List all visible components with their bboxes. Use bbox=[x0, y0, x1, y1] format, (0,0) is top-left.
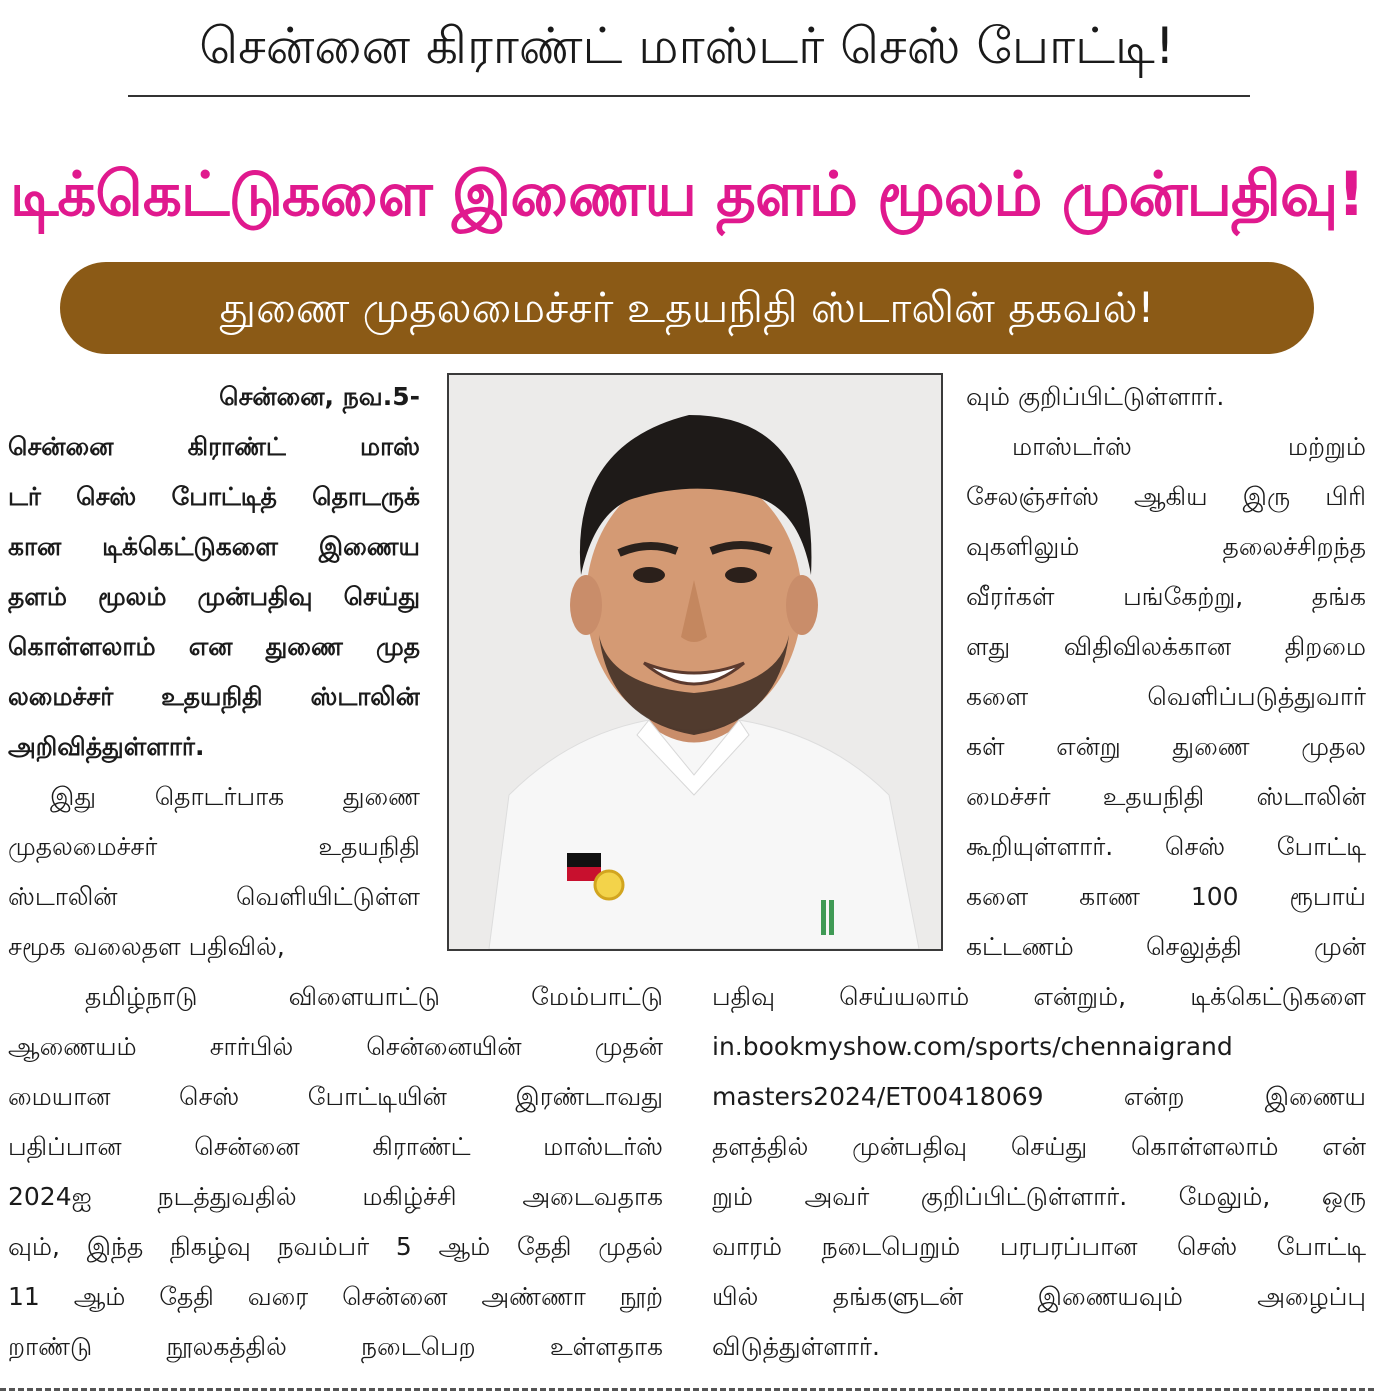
col3-line: கூறியுள்ளார். செஸ் போட்டி bbox=[966, 832, 1366, 861]
bottom-right-line: விடுத்துள்ளார். bbox=[712, 1332, 880, 1361]
bottom-right-line: றும் அவர் குறிப்பிட்டுள்ளார். மேலும், ஒரு bbox=[712, 1182, 1366, 1211]
booking-url-line: in.bookmyshow.com/sports/chennaigrand bbox=[712, 1032, 1233, 1061]
col1-line: டர் செஸ் போட்டித் தொடருக் bbox=[8, 482, 420, 511]
col1-line: சென்னை கிராண்ட் மாஸ் bbox=[8, 432, 420, 461]
bottom-left-line: பதிப்பான சென்னை கிராண்ட் மாஸ்டர்ஸ் bbox=[8, 1132, 663, 1161]
col3-line: சேலஞ்சர்ஸ் ஆகிய இரு பிரி bbox=[966, 482, 1366, 511]
col1-line: அறிவித்துள்ளார். bbox=[8, 732, 205, 761]
bottom-right-line: பதிவு செய்யலாம் என்றும், டிக்கெட்டுகளை bbox=[712, 982, 1366, 1011]
col3-line: கட்டணம் செலுத்தி முன் bbox=[966, 932, 1366, 961]
col1-line: முதலமைச்சர் உதயநிதி bbox=[8, 832, 420, 861]
bottom-right-line: யில் தங்களுடன் இணையவும் அழைப்பு bbox=[712, 1282, 1366, 1311]
bottom-left-line: றாண்டு நூலகத்தில் நடைபெற உள்ளதாக bbox=[8, 1332, 663, 1361]
booking-url-line: masters2024/ET00418069 என்ற இணைய bbox=[712, 1082, 1366, 1111]
col3-line: களை வெளிப்படுத்துவார் bbox=[966, 682, 1366, 711]
news-photo bbox=[447, 373, 943, 951]
dateline: சென்னை, நவ.5- bbox=[219, 382, 420, 411]
headline: டிக்கெட்டுகளை இணைய தளம் மூலம் முன்பதிவு! bbox=[9, 159, 1365, 230]
col1-line: கொள்ளலாம் என துணை முத bbox=[8, 632, 420, 661]
col1-line: கான டிக்கெட்டுகளை இணைய bbox=[8, 532, 420, 561]
col1-line: தளம் மூலம் முன்பதிவு செய்து bbox=[8, 582, 420, 611]
col3-line: கள் என்று துணை முதல bbox=[966, 732, 1366, 761]
header-rule bbox=[128, 95, 1250, 97]
bottom-left-line: வும், இந்த நிகழ்வு நவம்பர் 5 ஆம் தேதி முதல் bbox=[8, 1232, 663, 1261]
col3-line: மைச்சர் உதயநிதி ஸ்டாலின் bbox=[966, 782, 1366, 811]
col1-line: சமூக வலைதள பதிவில், bbox=[8, 932, 285, 961]
bottom-left-line: ஆணையம் சார்பில் சென்னையின் முதன் bbox=[8, 1032, 663, 1061]
col1-line: ஸ்டாலின் வெளியிட்டுள்ள bbox=[8, 882, 420, 911]
bottom-left-line: 11 ஆம் தேதி வரை சென்னை அண்ணா நூற் bbox=[8, 1282, 663, 1311]
kicker-title: சென்னை கிராண்ட் மாஸ்டர் செஸ் போட்டி! bbox=[199, 17, 1175, 75]
bottom-right-line: தளத்தில் முன்பதிவு செய்து கொள்ளலாம் என் bbox=[712, 1132, 1366, 1161]
col3-line: களை காண 100 ரூபாய் bbox=[966, 882, 1366, 911]
col3-line: மாஸ்டர்ஸ் மற்றும் bbox=[1012, 432, 1366, 461]
portrait-illustration bbox=[449, 375, 941, 949]
col1-line: இது தொடர்பாக துணை bbox=[50, 782, 420, 811]
col3-line: ளது விதிவிலக்கான திறமை bbox=[966, 632, 1366, 661]
bottom-left-line: தமிழ்நாடு விளையாட்டு மேம்பாட்டு bbox=[85, 982, 663, 1011]
bottom-left-line: மையான செஸ் போட்டியின் இரண்டாவது bbox=[8, 1082, 663, 1111]
col3-line: வும் குறிப்பிட்டுள்ளார். bbox=[966, 382, 1225, 411]
bottom-dashed-rule bbox=[0, 1388, 1374, 1391]
col3-line: வீரர்கள் பங்கேற்று, தங்க bbox=[966, 582, 1366, 611]
subheadline-banner: துணை முதலமைச்சர் உதயநிதி ஸ்டாலின் தகவல்! bbox=[60, 262, 1314, 354]
col3-line: வுகளிலும் தலைச்சிறந்த bbox=[966, 532, 1366, 561]
col1-line: லமைச்சர் உதயநிதி ஸ்டாலின் bbox=[8, 682, 420, 711]
bottom-right-line: வாரம் நடைபெறும் பரபரப்பான செஸ் போட்டி bbox=[712, 1232, 1366, 1261]
bottom-left-line: 2024ஐ நடத்துவதில் மகிழ்ச்சி அடைவதாக bbox=[8, 1182, 663, 1211]
